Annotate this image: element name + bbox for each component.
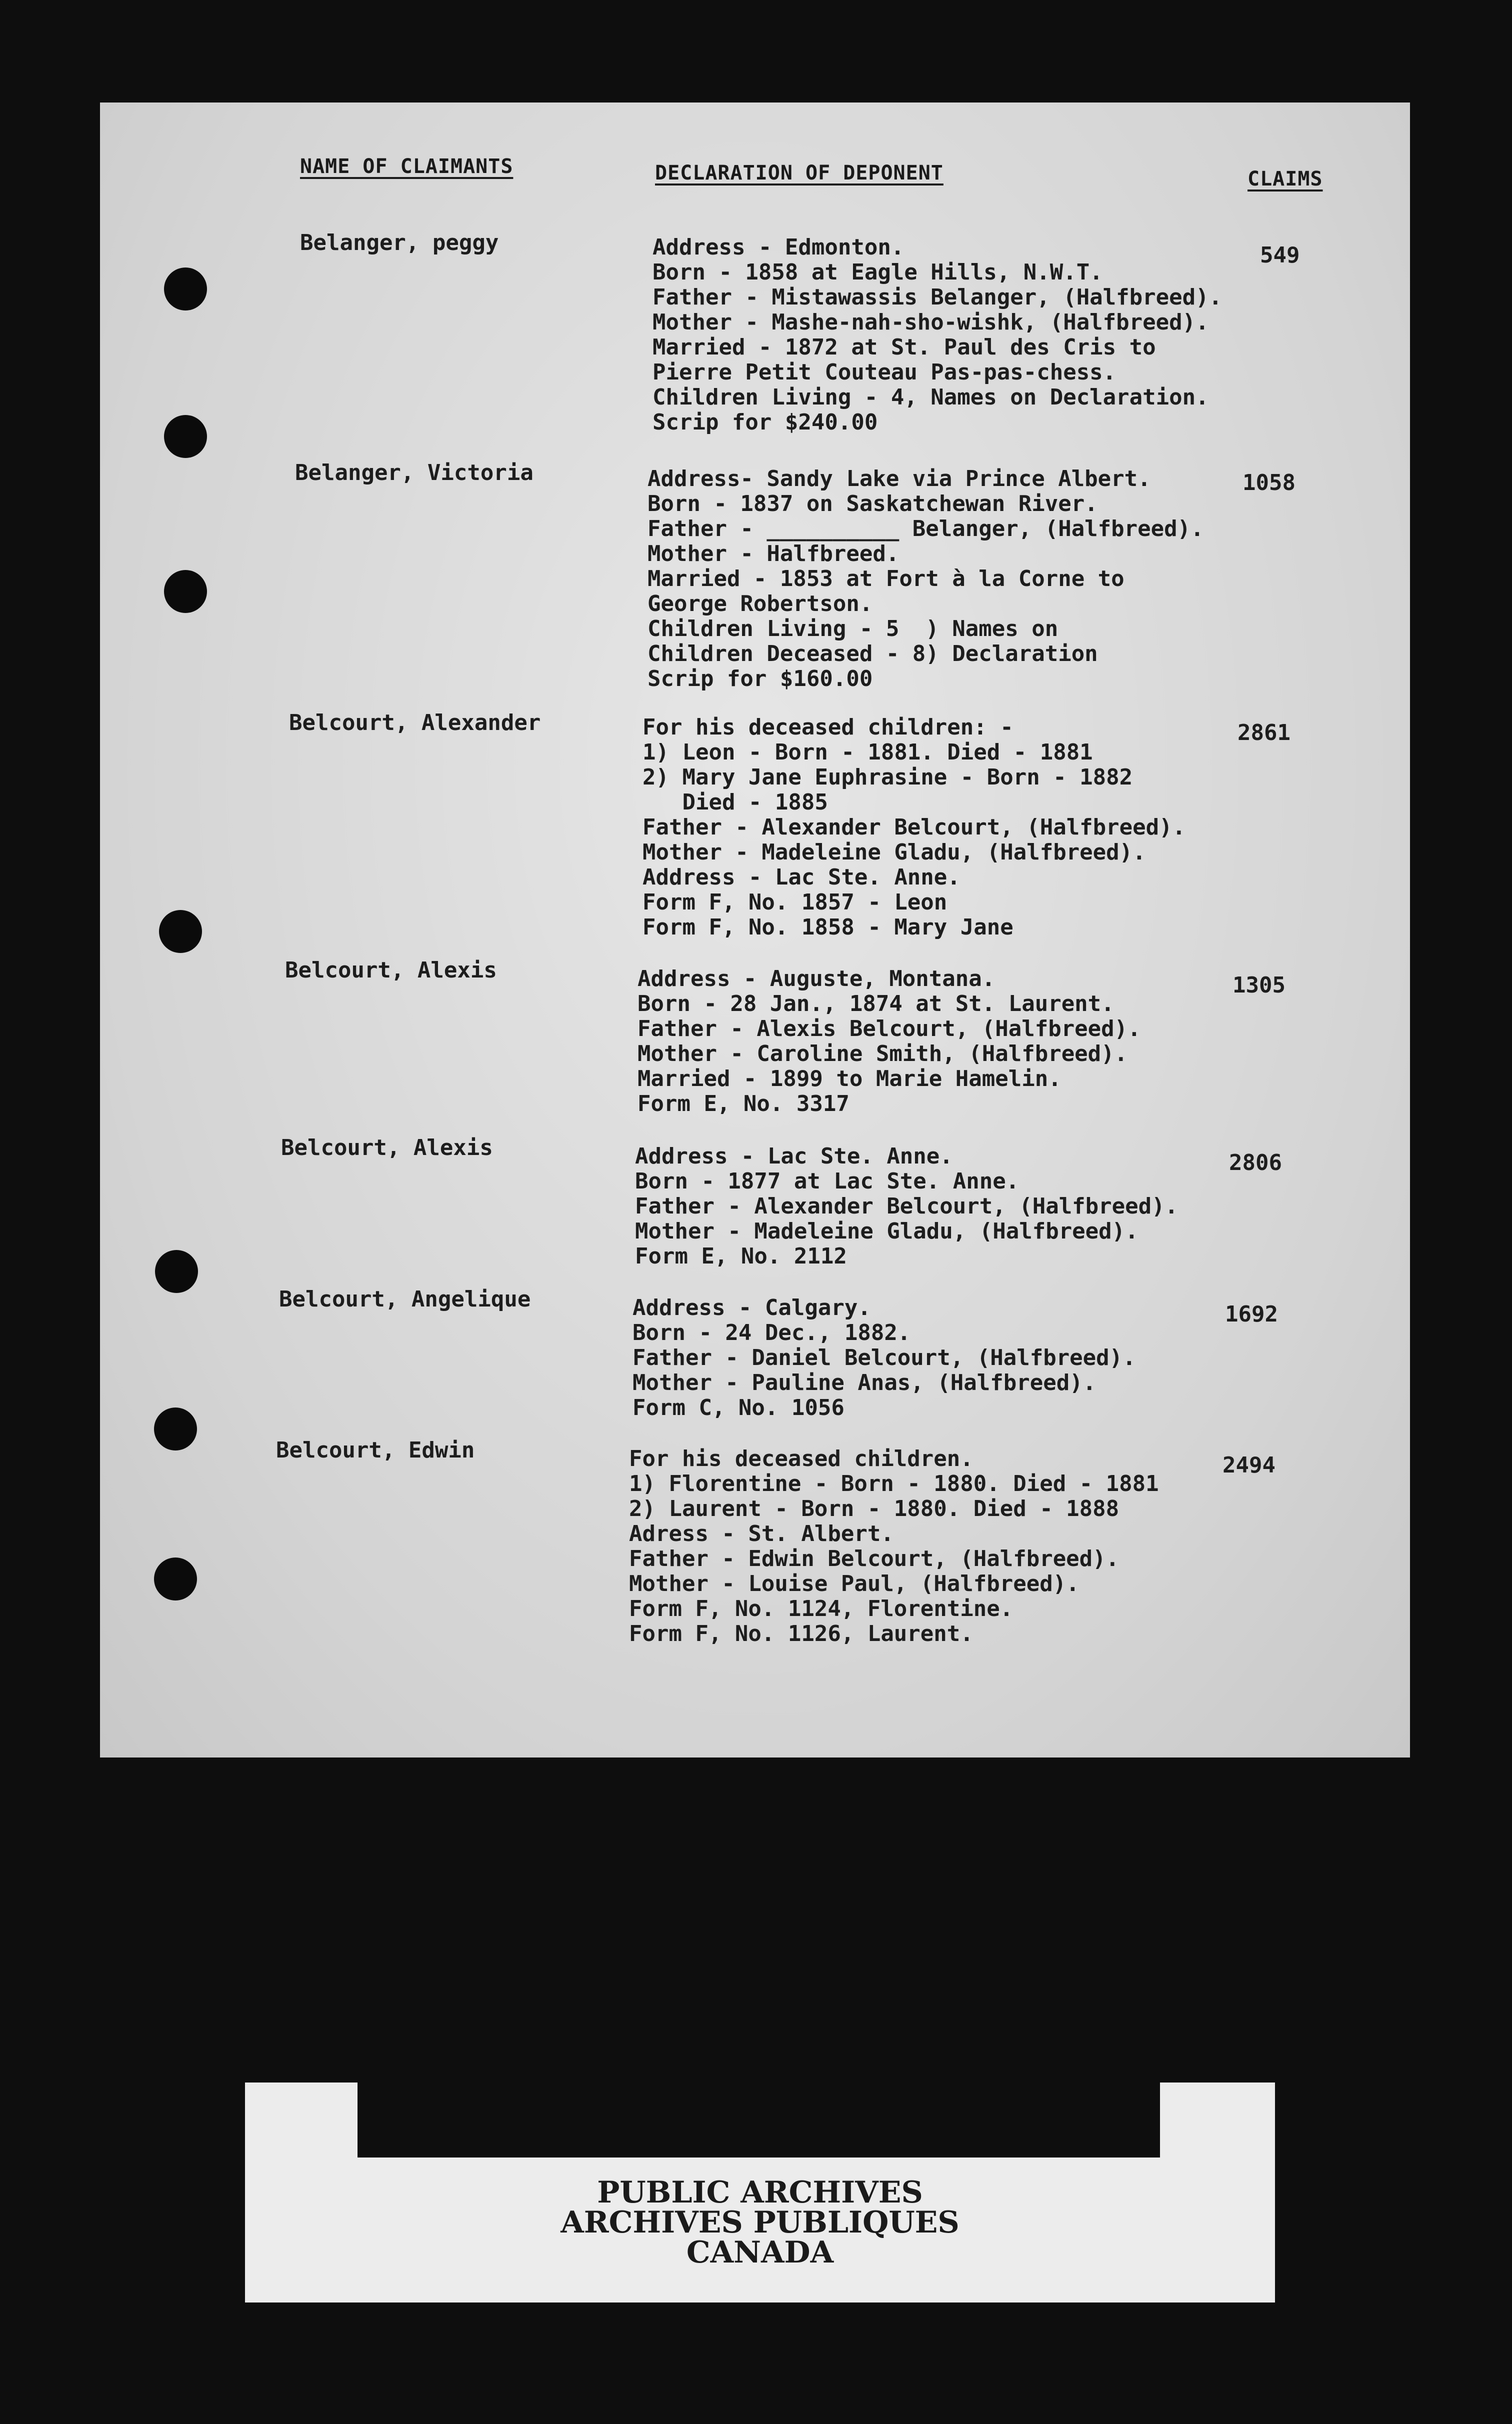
binder-hole <box>164 570 207 613</box>
declaration-line: 2) Laurent - Born - 1880. Died - 1888 <box>629 1496 1120 1522</box>
binder-hole <box>164 415 207 458</box>
declaration-line: Married - 1872 at St. Paul des Cris to <box>652 334 1156 360</box>
declaration-line: Mother - Pauline Anas, (Halfbreed). <box>632 1370 1096 1396</box>
declaration-block <box>652 235 1222 435</box>
declaration-line: Father - Alexander Belcourt, (Halfbreed). <box>642 814 1186 840</box>
declaration-line: Address - Lac Ste. Anne. <box>635 1144 953 1169</box>
declaration-line: Address - Calgary. <box>632 1295 871 1320</box>
declaration-line: Form C, No. 1056 <box>632 1395 844 1420</box>
declaration-block <box>629 1446 1159 1646</box>
claim-number: 2861 <box>1238 720 1290 746</box>
declaration-line: Address- Sandy Lake via Prince Albert. <box>648 466 1151 492</box>
declaration-line: Married - 1853 at Fort à la Corne to <box>648 566 1124 592</box>
declaration-line: Mother - Madeleine Gladu, (Halfbreed). <box>642 840 1146 865</box>
claimant-name: Belcourt, Alexander <box>289 710 541 736</box>
header-claims: CLAIMS <box>1248 168 1323 190</box>
declaration-line: Married - 1899 to Marie Hamelin. <box>638 1066 1062 1092</box>
declaration-line: For his deceased children: - <box>642 714 1014 740</box>
declaration-line: Adress - St. Albert. <box>629 1521 894 1546</box>
declaration-line: Born - 28 Jan., 1874 at St. Laurent. <box>638 991 1114 1016</box>
document-page <box>100 102 1410 1758</box>
declaration-line: Children Living - 5 ) Names on <box>648 616 1058 642</box>
declaration-block <box>642 715 1186 940</box>
declaration-line: 1) Florentine - Born - 1880. Died - 1881 <box>629 1471 1159 1496</box>
declaration-line: Mother - Caroline Smith, (Halfbreed). <box>638 1041 1128 1066</box>
claimant-name: Belcourt, Alexis <box>281 1135 493 1160</box>
declaration-line: Died - 1885 <box>642 790 828 815</box>
declaration-line: Form E, No. 3317 <box>638 1091 850 1116</box>
binder-hole <box>164 268 207 310</box>
declaration-line: Form F, No. 1124, Florentine. <box>629 1596 1014 1622</box>
declaration-line: Born - 1877 at Lac Ste. Anne. <box>635 1168 1020 1194</box>
claim-number: 2494 <box>1222 1452 1276 1478</box>
binder-hole <box>154 1558 197 1600</box>
declaration-line: For his deceased children. <box>629 1446 974 1472</box>
declaration-line: Born - 1858 at Eagle Hills, N.W.T. <box>652 260 1103 285</box>
declaration-line: Father - Alexis Belcourt, (Halfbreed). <box>638 1016 1141 1042</box>
header-declaration: DECLARATION OF DEPONENT <box>655 162 944 184</box>
claimant-name: Belcourt, Edwin <box>276 1438 475 1463</box>
archives-stamp <box>245 2082 1275 2302</box>
stamp-line-public-archives: PUBLIC ARCHIVES <box>597 2175 923 2210</box>
declaration-line: Address - Lac Ste. Anne. <box>642 864 960 890</box>
header-name-of-claimants: NAME OF CLAIMANTS <box>300 155 514 178</box>
binder-hole <box>154 1408 197 1450</box>
declaration-line: Form F, No. 1857 - Leon <box>642 890 948 915</box>
declaration-line: Father - Daniel Belcourt, (Halfbreed). <box>632 1345 1136 1370</box>
declaration-line: Pierre Petit Couteau Pas-pas-chess. <box>652 360 1116 385</box>
stamp-notch <box>358 2082 1160 2158</box>
binder-hole <box>155 1250 198 1293</box>
declaration-line: Mother - Madeleine Gladu, (Halfbreed). <box>635 1218 1138 1244</box>
declaration-line: Father - Edwin Belcourt, (Halfbreed). <box>629 1546 1120 1572</box>
declaration-line: 2) Mary Jane Euphrasine - Born - 1882 <box>642 764 1133 790</box>
declaration-line: Scrip for $160.00 <box>648 666 873 692</box>
declaration-line: Scrip for $240.00 <box>652 410 878 435</box>
declaration-line: Address - Auguste, Montana. <box>638 966 996 992</box>
declaration-line: George Robertson. <box>648 591 873 616</box>
declaration-block <box>635 1144 1178 1269</box>
declaration-line: Born - 1837 on Saskatchewan River. <box>648 491 1098 516</box>
claim-number: 1692 <box>1225 1302 1278 1327</box>
declaration-line: Form F, No. 1858 - Mary Jane <box>642 914 1014 940</box>
stamp-line-canada: CANADA <box>686 2235 834 2270</box>
claimant-name: Belcourt, Angelique <box>279 1286 531 1312</box>
declaration-line: Born - 24 Dec., 1882. <box>632 1320 911 1346</box>
claimant-name: Belanger, peggy <box>300 230 499 256</box>
stamp-line-archives-publiques: ARCHIVES PUBLIQUES <box>560 2205 960 2240</box>
declaration-block <box>648 466 1204 692</box>
declaration-line: Address - Edmonton. <box>652 234 904 260</box>
declaration-line: Mother - Halfbreed. <box>648 541 900 566</box>
declaration-block <box>638 966 1141 1116</box>
declaration-line: 1) Leon - Born - 1881. Died - 1881 <box>642 740 1093 765</box>
declaration-line: Children Deceased - 8) Declaration <box>648 641 1098 666</box>
claim-number: 549 <box>1260 242 1300 268</box>
declaration-line: Father - __________ Belanger, (Halfbreed). <box>648 516 1204 542</box>
declaration-line: Father - Mistawassis Belanger, (Halfbreed). <box>652 284 1222 310</box>
claim-number: 1058 <box>1242 470 1296 496</box>
declaration-line: Form F, No. 1126, Laurent. <box>629 1621 974 1646</box>
claim-number: 2806 <box>1229 1150 1282 1176</box>
claim-number: 1305 <box>1232 972 1286 998</box>
declaration-line: Father - Alexander Belcourt, (Halfbreed). <box>635 1194 1178 1219</box>
binder-hole <box>159 910 202 953</box>
claimant-name: Belanger, Victoria <box>295 460 534 486</box>
declaration-block <box>632 1296 1136 1420</box>
claimant-name: Belcourt, Alexis <box>285 958 497 983</box>
declaration-line: Mother - Mashe-nah-sho-wishk, (Halfbreed). <box>652 310 1209 335</box>
declaration-line: Form E, No. 2112 <box>635 1244 847 1269</box>
declaration-line: Children Living - 4, Names on Declaration. <box>652 384 1209 410</box>
declaration-line: Mother - Louise Paul, (Halfbreed). <box>629 1571 1080 1596</box>
